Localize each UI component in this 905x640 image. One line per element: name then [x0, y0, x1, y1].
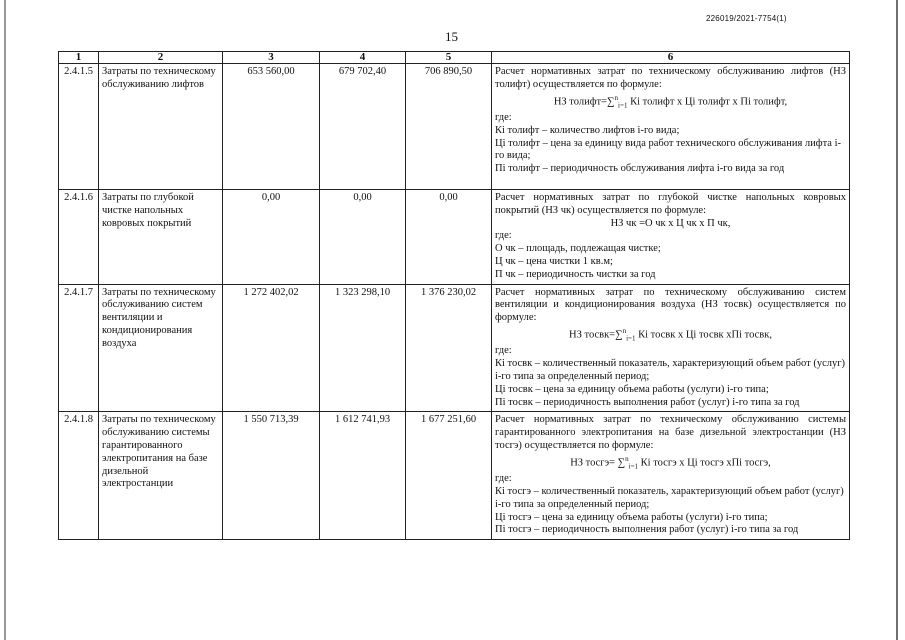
row-value-col3: 1 272 402,02 [223, 284, 320, 412]
row-code: 2.4.1.5 [59, 64, 99, 190]
document-number: 226019/2021-7754(1) [706, 14, 787, 23]
row-value-col5: 1 376 230,02 [406, 284, 492, 412]
page-number: 15 [445, 29, 458, 44]
column-header: 6 [492, 52, 850, 64]
table-row [59, 190, 850, 285]
description-intro: Расчет нормативных затрат по техническому обслуживанию систем вентиляции и кондиционирования воздуха (НЗ тосвк) осуществляется по формуле: [495, 286, 846, 324]
formula: НЗ чк =О чк х Ц чк х П чк, [610, 217, 731, 229]
row-description [492, 64, 850, 190]
description-intro: Расчет нормативных затрат по техническому обслуживанию системы гарантированного электропитания на базе дизельной электростанции (НЗ тосгэ) осуществляется по формуле: [495, 414, 846, 451]
scan-edge-right [896, 0, 898, 640]
row-description [492, 190, 850, 285]
column-header: 3 [223, 52, 320, 64]
definition-line: Кi тосвк – количественный показатель, характеризующий объем работ (услуг) i-го типа за определенный период; [495, 358, 846, 382]
scan-edge-left [4, 0, 6, 640]
definition-line: П чк – периодичность чистки за год [495, 268, 656, 280]
where-label: где: [495, 230, 512, 242]
definition-line: Пi тосгэ – периодичность выполнения работ (услуг) i-го типа за год [495, 524, 799, 536]
cost-table [58, 51, 850, 540]
column-header: 4 [320, 52, 406, 64]
definition-line: Пi тосвк – периодичность выполнения работ (услуг) i-го типа за год [495, 396, 800, 408]
row-name: Затраты по техническому обслуживанию системы гарантированного электропитания на базе дизельной электростанции [99, 412, 223, 540]
where-label: где: [495, 345, 512, 357]
row-name: Затраты по глубокой чистке напольных ковровых покрытий [99, 190, 223, 285]
row-value-col5: 706 890,50 [406, 64, 492, 190]
definition-line: Цi тосгэ – цена за единицу объема работы (услуги) i-го типа; [495, 511, 768, 523]
row-value-col3: 1 550 713,39 [223, 412, 320, 540]
table-row [59, 64, 850, 190]
row-value-col5: 0,00 [406, 190, 492, 285]
row-value-col4: 1 612 741,93 [320, 412, 406, 540]
column-header: 1 [59, 52, 99, 64]
definition-line: Кi тосгэ – количественный показатель, характеризующий объем работ (услуг) i-го типа за определенный период; [495, 485, 844, 510]
definition-line: Пi толифт – периодичность обслуживания лифта i-го вида за год [495, 163, 785, 175]
definition-line: О чк – площадь, подлежащая чистке; [495, 243, 661, 255]
row-code: 2.4.1.8 [59, 412, 99, 540]
row-name: Затраты по техническому обслуживанию систем вентиляции и кондиционирования воздуха [99, 284, 223, 412]
definition-line: Ц чк – цена чистки 1 кв.м; [495, 255, 613, 267]
row-value-col4: 1 323 298,10 [320, 284, 406, 412]
description-intro: Расчет нормативных затрат по глубокой чистке напольных ковровых покрытий (НЗ чк) осуществляется по формуле: [495, 192, 846, 216]
table-header-row [59, 52, 850, 64]
row-value-col3: 653 560,00 [223, 64, 320, 190]
row-value-col4: 679 702,40 [320, 64, 406, 190]
formula: НЗ толифт=∑$^n_{i=1}$ Кi толифт х Цi толифт х Пi толифт, [553, 93, 788, 110]
row-description [492, 412, 850, 540]
definition-line: Цi тосвк – цена за единицу объема работы (услуги) i-го типа; [495, 383, 769, 395]
row-description [492, 284, 850, 412]
row-name: Затраты по техническому обслуживанию лифтов [99, 64, 223, 190]
description-intro: Расчет нормативных затрат по техническому обслуживанию лифтов (НЗ толифт) осуществляется по формуле: [495, 66, 846, 90]
row-value-col5: 1 677 251,60 [406, 412, 492, 540]
row-value-col4: 0,00 [320, 190, 406, 285]
column-header: 5 [406, 52, 492, 64]
definition-line: Кi толифт – количество лифтов i-го вида; [495, 124, 680, 136]
where-label: где: [495, 473, 512, 485]
formula: НЗ тосгэ= ∑$^n_{i=1}$ Кi тосгэ х Цi тосгэ хПi тосгэ, [570, 454, 771, 471]
row-code: 2.4.1.6 [59, 190, 99, 285]
row-value-col3: 0,00 [223, 190, 320, 285]
where-label: где: [495, 111, 512, 123]
definition-line: Цi толифт – цена за единицу вида работ технического обслуживания лифта i-го вида; [495, 137, 841, 162]
table-row [59, 412, 850, 540]
column-header: 2 [99, 52, 223, 64]
row-code: 2.4.1.7 [59, 284, 99, 412]
table-row [59, 284, 850, 412]
formula: НЗ тосвк=∑$^n_{i=1}$ Кi тосвк х Цi тосвк хПi тосвк, [569, 326, 772, 343]
